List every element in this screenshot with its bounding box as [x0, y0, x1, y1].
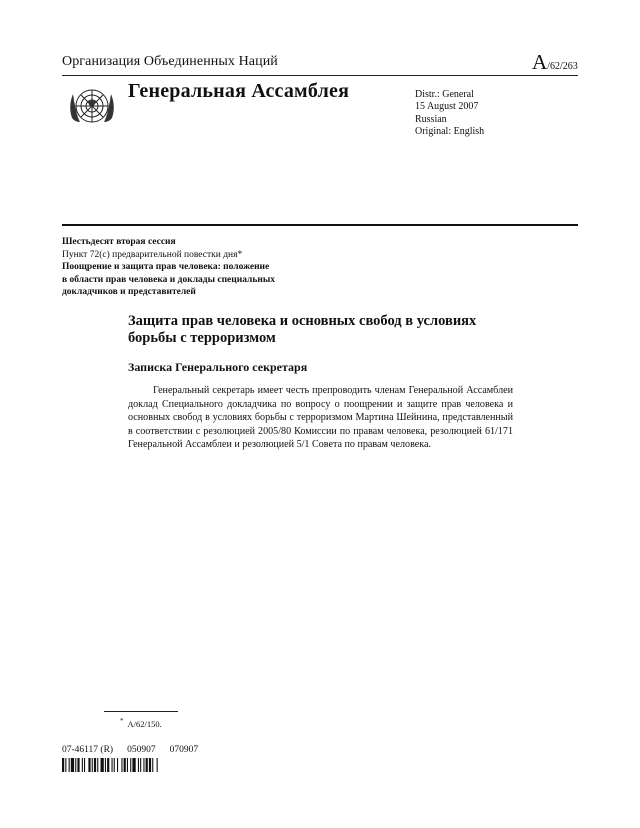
agenda-item: Пункт 72(c) предварительной повестки дня*: [62, 249, 243, 260]
job-number: 07-46117 (R): [62, 745, 114, 755]
barcode-bar: [124, 758, 126, 772]
document-date: 15 August 2007: [415, 101, 479, 113]
barcode-bar: [114, 758, 115, 772]
barcode-bar: [146, 758, 148, 772]
barcode-bar: [149, 758, 151, 772]
symbol-letter: A: [532, 50, 548, 74]
barcode-bar: [105, 758, 106, 772]
barcode-icon: [62, 758, 212, 772]
barcode-bar: [101, 758, 104, 772]
barcode-bar: [121, 758, 122, 772]
job-date-2: 070907: [169, 745, 199, 755]
agenda-topic-line: Поощрение и защита прав человека: положение: [62, 262, 270, 272]
session-name: Шестьдесят вторая сессия: [62, 237, 176, 247]
barcode-bar: [107, 758, 109, 772]
barcode-bar: [138, 758, 139, 772]
barcode-bar: [82, 758, 83, 772]
body-paragraph: Генеральный секретарь имеет честь препроводить членам Генеральной Ассамблеи доклад Специального докладчика по вопросу о поощрении и защите прав человека и основных свобод в условиях борьбы с терроризмом Мартина Шейнина, представленный в соответствии с резолюцией 2005/80 Комиссии по правам человека, резолюцией 61/171 Генеральной Ассамблеи и резолюцией 5/1 Совета по правам человека.: [128, 385, 513, 451]
barcode-bar: [65, 758, 66, 772]
barcode-bar: [75, 758, 76, 772]
barcode-bar: [77, 758, 79, 772]
agenda-block: [62, 236, 342, 299]
document-language: Russian: [415, 113, 447, 125]
organization-name: Организация Объединенных Наций: [62, 54, 278, 69]
header-rule: [62, 75, 578, 76]
document-subtitle: Записка Генерального секретаря: [128, 360, 308, 374]
barcode-bar: [112, 758, 113, 772]
barcode-bar: [140, 758, 141, 772]
barcode-bar: [92, 758, 93, 772]
un-emblem-icon: [64, 80, 120, 136]
barcode-bar: [127, 758, 128, 772]
assembly-name: Генеральная Ассамблея: [128, 80, 350, 102]
section-rule: [62, 224, 578, 226]
barcode-bar: [69, 758, 70, 772]
footnote: [120, 717, 162, 729]
footnote-text: A/62/150.: [127, 718, 162, 729]
job-date-1: 050907: [127, 745, 156, 755]
barcode-bar: [132, 758, 135, 772]
barcode-bar: [84, 758, 85, 772]
footnote-mark: *: [120, 717, 124, 725]
barcode-bar: [88, 758, 90, 772]
job-number-line: [62, 745, 212, 755]
original-language: Original: English: [415, 126, 485, 138]
footnote-rule: [104, 711, 178, 712]
barcode-bar: [94, 758, 96, 772]
barcode-bar: [143, 758, 144, 772]
barcode-bar: [97, 758, 98, 772]
barcode-bar: [157, 758, 158, 772]
document-symbol: [532, 50, 578, 75]
symbol-number: /62/263: [547, 61, 578, 72]
agenda-topic-line: докладчиков и представителей: [62, 287, 196, 297]
barcode-bar: [152, 758, 153, 772]
barcode-bar: [117, 758, 118, 772]
agenda-topic-line: в области прав человека и доклады специальных: [62, 274, 276, 285]
barcode-bar: [71, 758, 74, 772]
distribution-type: Distr.: General: [415, 89, 474, 100]
distribution-block: [415, 89, 484, 139]
barcode-bar: [62, 758, 64, 772]
barcode-bar: [130, 758, 131, 772]
document-title: Защита прав человека и основных свобод в условиях борьбы с терроризмом: [128, 313, 477, 346]
